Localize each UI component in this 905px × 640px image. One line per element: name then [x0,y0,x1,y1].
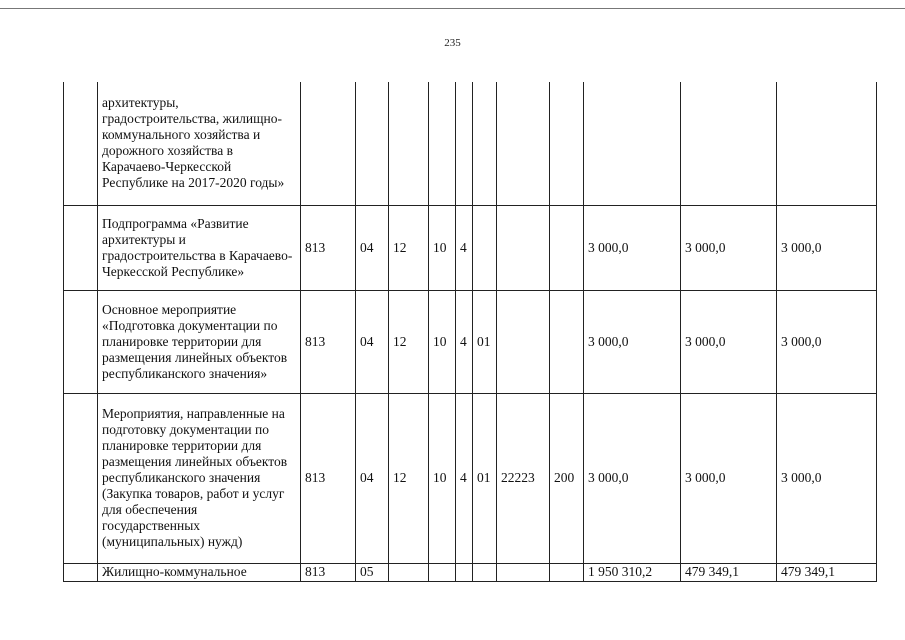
section-code: 05 [356,563,389,581]
subprogram-code: 4 [456,205,473,290]
ved-code [301,82,356,205]
row-number-cell [64,82,98,205]
amount-year-1: 3 000,0 [584,290,681,393]
item-name: Мероприятия, направленные на подготовку документации по планировке территории для размещения линейных объектов республиканского значения (Закупка товаров, работ и услуг для обеспечения государственных (муниципальных) нужд) [98,393,301,563]
event-code [473,82,497,205]
direction-code: 22223 [497,393,550,563]
table-row [64,205,877,290]
expense-type-code [550,82,584,205]
section-code: 04 [356,393,389,563]
ved-code: 813 [301,205,356,290]
expense-type-code [550,205,584,290]
amount-year-2 [681,82,777,205]
amount-year-3: 3 000,0 [777,393,877,563]
amount-year-2: 3 000,0 [681,290,777,393]
item-name: архитектуры, градостроительства, жилищно-коммунального хозяйства и дорожного хозяйства в Карачаево-Черкесской Республике на 2017-2020 годы» [98,82,301,205]
scan-top-edge [0,0,905,9]
item-name: Основное мероприятие «Подготовка документации по планировке территории для размещения линейных объектов республиканского значения» [98,290,301,393]
item-name: Подпрограмма «Развитие архитектуры и градостроительства в Карачаево-Черкесской Республике» [98,205,301,290]
table-row [64,393,877,563]
row-number-cell [64,290,98,393]
table-row [64,290,877,393]
program-code [429,82,456,205]
section-code: 04 [356,290,389,393]
ved-code: 813 [301,563,356,581]
amount-year-3: 3 000,0 [777,205,877,290]
section-code: 04 [356,205,389,290]
amount-year-3: 479 349,1 [777,563,877,581]
amount-year-2: 479 349,1 [681,563,777,581]
amount-year-2: 3 000,0 [681,205,777,290]
subprogram-code [456,82,473,205]
subsection-code [389,563,429,581]
expense-type-code [550,290,584,393]
item-name: Жилищно-коммунальное [98,563,301,581]
subsection-code: 12 [389,393,429,563]
direction-code [497,290,550,393]
page-number: 235 [444,37,461,49]
event-code: 01 [473,290,497,393]
amount-year-1: 1 950 310,2 [584,563,681,581]
program-code: 10 [429,290,456,393]
row-number-cell [64,393,98,563]
amount-year-3 [777,82,877,205]
direction-code [497,563,550,581]
event-code [473,205,497,290]
event-code: 01 [473,393,497,563]
program-code: 10 [429,205,456,290]
ved-code: 813 [301,393,356,563]
table-row [64,563,877,581]
amount-year-2: 3 000,0 [681,393,777,563]
subprogram-code: 4 [456,393,473,563]
table-row [64,82,877,205]
subsection-code: 12 [389,205,429,290]
expense-type-code [550,563,584,581]
section-code [356,82,389,205]
program-code [429,563,456,581]
program-code: 10 [429,393,456,563]
amount-year-1: 3 000,0 [584,393,681,563]
direction-code [497,205,550,290]
subsection-code: 12 [389,290,429,393]
amount-year-1: 3 000,0 [584,205,681,290]
subprogram-code: 4 [456,290,473,393]
row-number-cell [64,563,98,581]
amount-year-3: 3 000,0 [777,290,877,393]
direction-code [497,82,550,205]
ved-code: 813 [301,290,356,393]
expense-type-code: 200 [550,393,584,563]
amount-year-1 [584,82,681,205]
row-number-cell [64,205,98,290]
event-code [473,563,497,581]
subprogram-code [456,563,473,581]
budget-table [63,82,877,582]
subsection-code [389,82,429,205]
